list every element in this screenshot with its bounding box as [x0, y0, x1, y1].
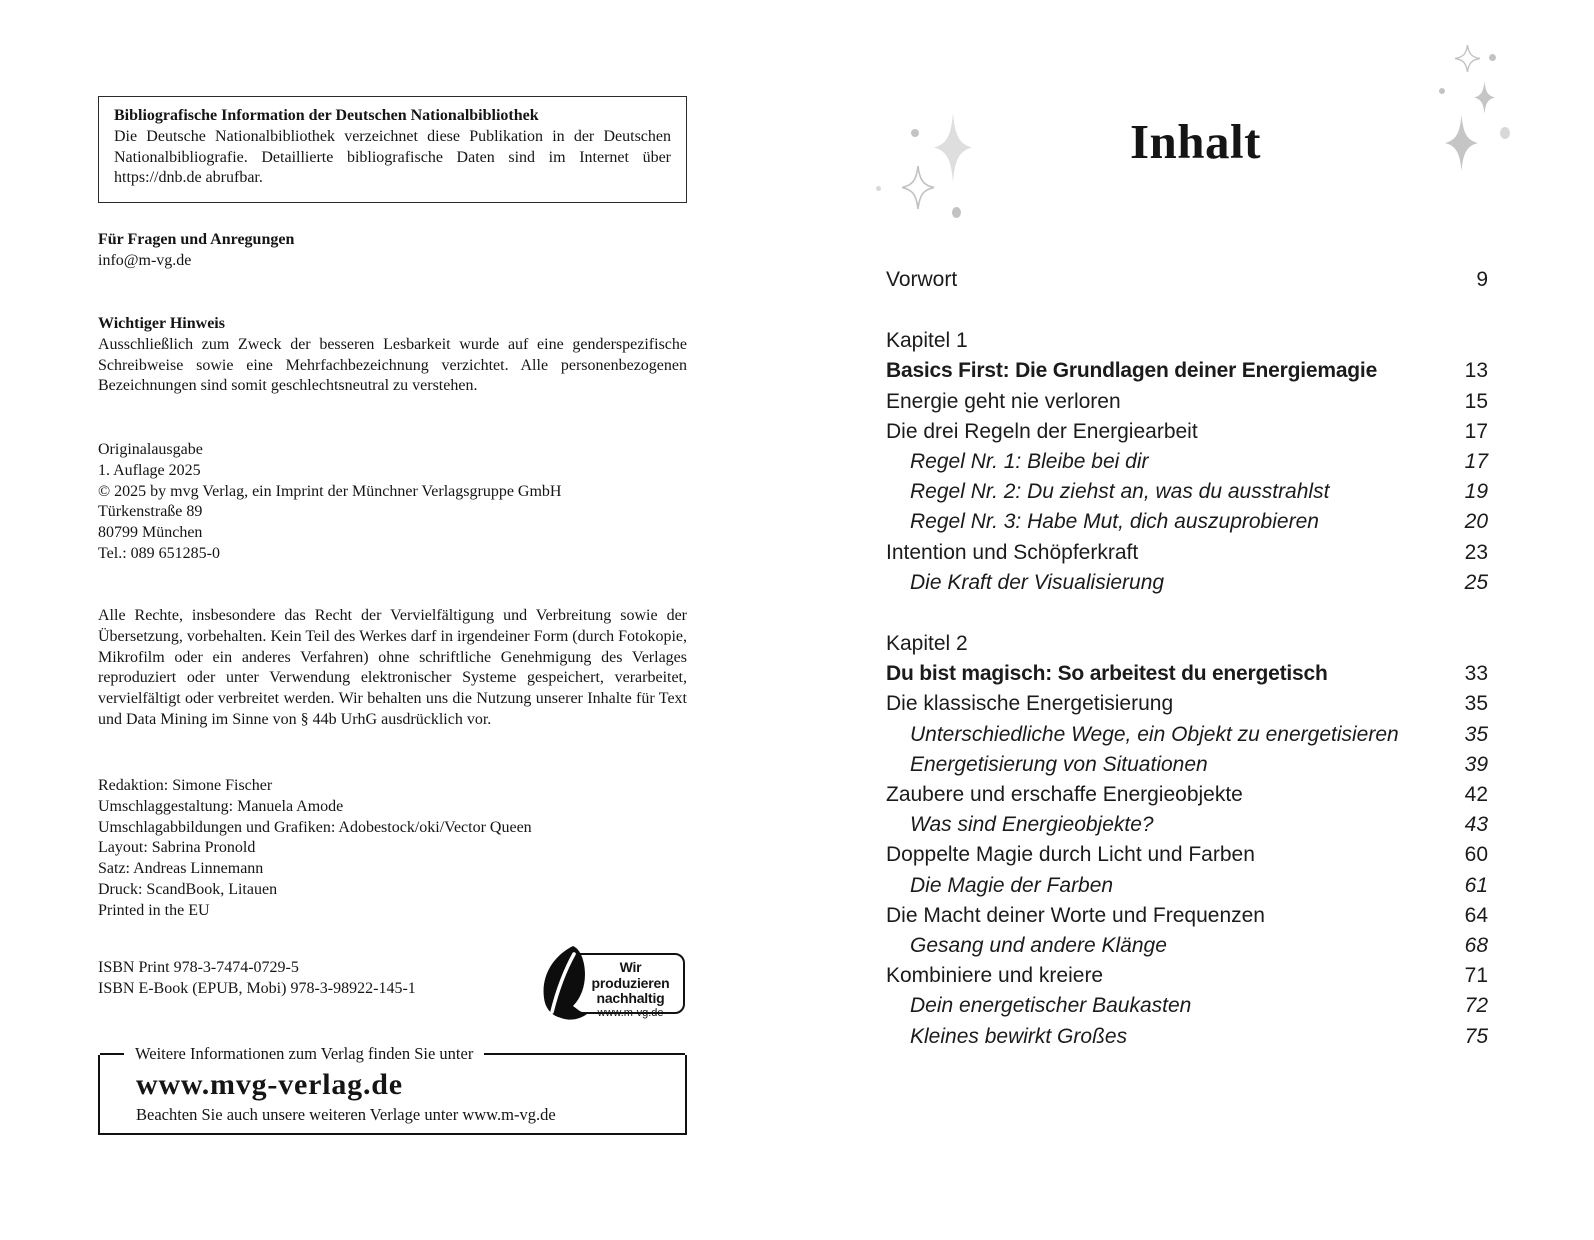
sparkle-icon	[1474, 81, 1495, 114]
toc-entry-page: 15	[1464, 389, 1488, 413]
publisher-promo-box	[98, 1044, 687, 1135]
eco-badge-url: www.m-vg.de	[597, 1006, 664, 1019]
publisher-url: www.mvg-verlag.de	[136, 1068, 403, 1101]
rights-paragraph: Alle Rechte, insbesondere das Recht der Vervielfältigung und Verbreitung sowie der Übersetzung, vorbehalten. Kein Teil des Werkes darf in irgendeiner Form (durch Fotokopie, Mikrofilm oder ein anderes Verfahren) ohne schriftliche Genehmigung des Verlages reproduziert oder unter Verwendung elektronischer Systeme gespeichert, verarbeitet, vervielfältigt oder verbreitet werden. Wir behalten uns die Nutzung unserer Inhalte für Text und Data Mining im Sinne von § 44b UrhG ausdrücklich vor.	[98, 607, 687, 728]
dot-icon	[1439, 88, 1445, 94]
sparkle-outline-icon	[902, 166, 934, 209]
toc-entry-label: Regel Nr. 1: Bleibe bei dir	[910, 450, 1149, 474]
toc-row	[886, 810, 1488, 840]
table-of-contents	[886, 265, 1488, 1052]
toc-entry-label: Du bist magisch: So arbeitest du energetisch	[886, 662, 1328, 686]
toc-row	[886, 1022, 1488, 1052]
promo-note: Beachten Sie auch unsere weiteren Verlage unter www.m-vg.de	[136, 1105, 556, 1124]
toc-row	[886, 871, 1488, 901]
toc-entry-page: 35	[1464, 722, 1488, 746]
credits-line: Umschlaggestaltung: Manuela Amode	[98, 797, 344, 815]
toc-row	[886, 265, 1488, 295]
credits-line: Umschlagabbildungen und Grafiken: Adobestock/oki/Vector Queen	[98, 818, 532, 836]
toc-row	[886, 780, 1488, 810]
sparkle-outline-icon	[1455, 45, 1480, 72]
edition-line: Originalausgabe	[98, 441, 203, 458]
toc-entry-label: Die drei Regeln der Energiearbeit	[886, 419, 1198, 443]
toc-entry-page: 20	[1464, 510, 1488, 534]
edition-line: Tel.: 089 651285-0	[98, 544, 220, 562]
toc-row	[886, 961, 1488, 991]
edition-line: 1. Auflage 2025	[98, 461, 201, 479]
dot-icon	[876, 186, 881, 191]
toc-entry-label: Energetisierung von Situationen	[910, 752, 1208, 776]
toc-entry-label: Die Macht deiner Worte und Frequenzen	[886, 903, 1265, 927]
toc-row	[886, 477, 1488, 507]
toc-row	[886, 538, 1488, 568]
eco-badge-line1: Wir produzieren	[591, 959, 670, 991]
isbn-line: ISBN E-Book (EPUB, Mobi) 978-3-98922-145-1	[98, 979, 416, 997]
credits-block	[98, 776, 687, 922]
toc-row	[886, 720, 1488, 750]
contact-email: info@m-vg.de	[98, 251, 192, 269]
toc-entry-label: Die klassische Energetisierung	[886, 692, 1174, 716]
toc-entry-page: 17	[1464, 419, 1488, 443]
dot-icon	[952, 207, 961, 218]
bibliographic-info-box	[98, 96, 687, 203]
toc-entry-label: Kapitel 1	[886, 329, 968, 353]
toc-row	[886, 629, 1488, 659]
credits-line: Redaktion: Simone Fischer	[98, 777, 273, 794]
toc-entry-label: Doppelte Magie durch Licht und Farben	[886, 843, 1255, 867]
toc-entry-page: 42	[1464, 783, 1488, 807]
toc-row	[886, 901, 1488, 931]
notice-body: Ausschließlich zum Zweck der besseren Lesbarkeit wurde auf eine genderspezifische Schreibweise sowie eine Mehrfachbezeichnung verzichtet. Alle personenbezogenen Bezeichnungen sind somit geschlechtsneutral zu verstehen.	[98, 335, 687, 395]
toc-entry-label: Dein energetischer Baukasten	[910, 994, 1192, 1018]
toc-entry-label: Kleines bewirkt Großes	[910, 1024, 1128, 1048]
toc-entry-page: 71	[1464, 964, 1488, 988]
toc-row	[886, 387, 1488, 417]
toc-entry-page: 75	[1464, 1024, 1488, 1048]
toc-entry-page: 13	[1464, 359, 1488, 383]
toc-entry-page: 60	[1464, 843, 1488, 867]
toc-row	[886, 750, 1488, 780]
dot-icon	[1489, 54, 1496, 61]
credits-line: Layout: Sabrina Pronold	[98, 839, 256, 857]
toc-entry-label: Energie geht nie verloren	[886, 389, 1121, 413]
edition-line: Türkenstraße 89	[98, 503, 203, 521]
toc-entry-page: 25	[1464, 570, 1488, 594]
toc-entry-label: Kombiniere und kreiere	[886, 964, 1104, 988]
toc-entry-page: 17	[1464, 450, 1488, 474]
toc-row	[886, 991, 1488, 1021]
notice-block	[98, 314, 687, 397]
leaf-icon	[537, 944, 591, 1020]
toc-row	[886, 447, 1488, 477]
toc-entry-page: 68	[1464, 934, 1488, 958]
credits-line: Satz: Andreas Linnemann	[98, 860, 264, 878]
edition-line: 80799 München	[98, 524, 203, 542]
promo-lead-text: Weitere Informationen zum Verlag finden Sie unter	[135, 1044, 474, 1063]
toc-row	[886, 417, 1488, 447]
toc-entry-label: Kapitel 2	[886, 632, 968, 656]
toc-row	[886, 931, 1488, 961]
toc-row	[886, 507, 1488, 537]
toc-entry-page: 43	[1464, 813, 1488, 837]
toc-entry-label: Vorwort	[886, 268, 958, 291]
toc-entry-page: 33	[1464, 662, 1488, 686]
edition-line: © 2025 by mvg Verlag, ein Imprint der Münchner Verlagsgruppe GmbH	[98, 482, 562, 500]
contact-block	[98, 230, 687, 272]
toc-entry-page: 61	[1464, 873, 1488, 897]
toc-row	[886, 568, 1488, 598]
credits-line: Druck: ScandBook, Litauen	[98, 880, 278, 898]
toc-row	[886, 840, 1488, 870]
page-title: Inhalt	[1129, 114, 1261, 169]
toc-entry-page: 72	[1464, 994, 1488, 1018]
toc-row	[886, 356, 1488, 386]
toc-row	[886, 689, 1488, 719]
toc-entry-page: 39	[1464, 752, 1488, 776]
bibliographic-info-body: Die Deutsche Nationalbibliothek verzeichnet diese Publikation in der Deutschen Nationalbibliografie. Detaillierte bibliografische Daten sind im Internet über https://dnb.de abrufbar.	[114, 127, 671, 187]
promo-legend	[100, 1044, 685, 1065]
notice-heading: Wichtiger Hinweis	[98, 315, 225, 332]
toc-entry-page: 23	[1464, 540, 1488, 564]
toc-entry-label: Unterschiedliche Wege, ein Objekt zu energetisieren	[910, 722, 1399, 746]
toc-row	[886, 659, 1488, 689]
bibliographic-info-title: Bibliografische Information der Deutschen Nationalbibliothek	[114, 107, 539, 124]
contact-heading: Für Fragen und Anregungen	[98, 231, 295, 248]
toc-entry-page: 9	[1476, 268, 1488, 291]
toc-entry-label: Gesang und andere Klänge	[910, 934, 1167, 958]
toc-entry-label: Intention und Schöpferkraft	[886, 540, 1139, 564]
toc-entry-label: Regel Nr. 2: Du ziehst an, was du ausstrahlst	[910, 480, 1330, 504]
toc-entry-page: 35	[1464, 692, 1488, 716]
eco-badge	[537, 944, 688, 1018]
legend-line-right	[484, 1053, 685, 1055]
toc-row	[886, 326, 1488, 356]
toc-entry-label: Basics First: Die Grundlagen deiner Energiemagie	[886, 359, 1378, 383]
eco-badge-line2: nachhaltig	[596, 990, 665, 1006]
toc-entry-label: Die Magie der Farben	[910, 873, 1114, 897]
toc-entry-label: Was sind Energieobjekte?	[910, 813, 1154, 837]
edition-block	[98, 440, 687, 565]
toc-entry-page: 19	[1464, 480, 1488, 504]
toc-entry-label: Zaubere und erschaffe Energieobjekte	[886, 783, 1243, 807]
toc-entry-label: Regel Nr. 3: Habe Mut, dich auszuprobieren	[910, 510, 1319, 534]
isbn-line: ISBN Print 978-3-7474-0729-5	[98, 959, 299, 976]
toc-entry-label: Die Kraft der Visualisierung	[910, 570, 1165, 594]
credits-line: Printed in the EU	[98, 901, 210, 919]
legend-line-left	[100, 1053, 124, 1055]
toc-entry-page: 64	[1464, 903, 1488, 927]
